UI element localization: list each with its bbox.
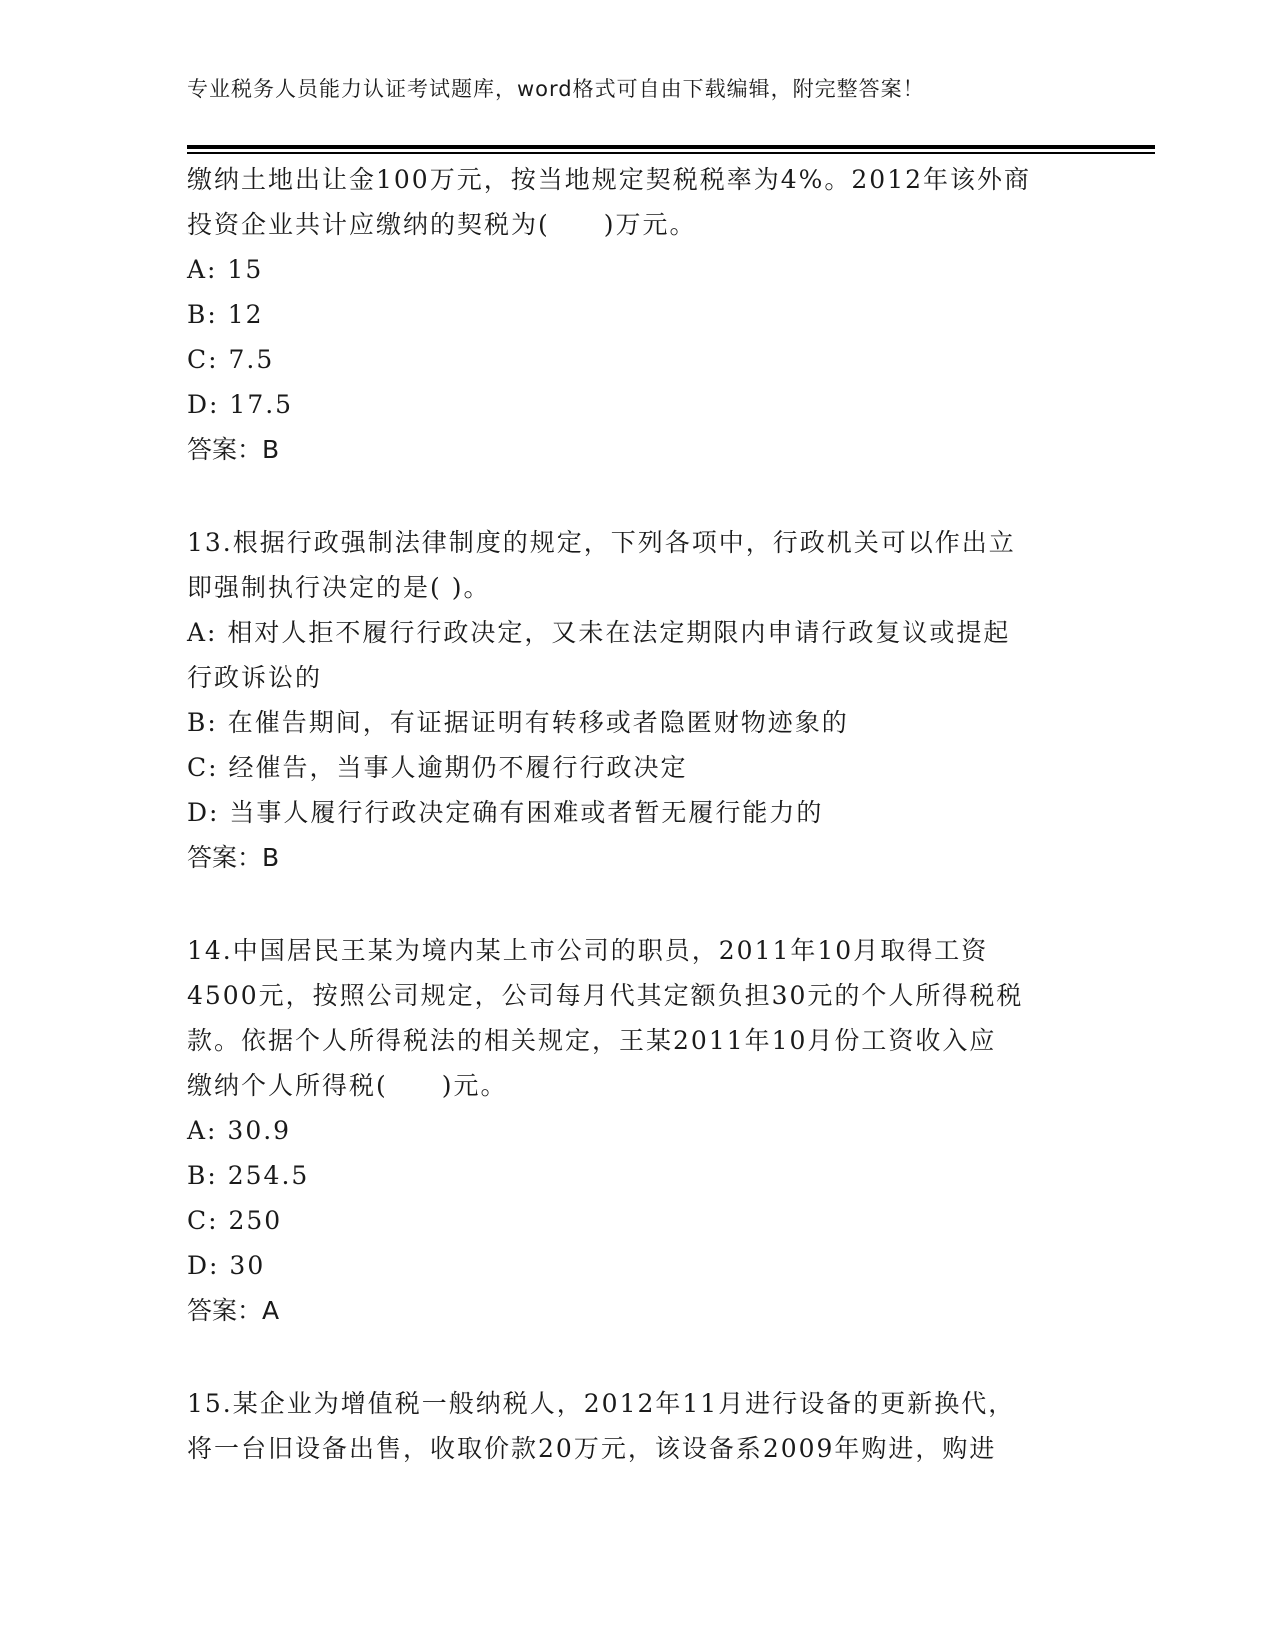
option-d: D: 17.5 <box>187 390 294 419</box>
option-a: A: 相对人拒不履行行政决定，又未在法定期限内申请行政复议或提起 <box>187 618 1011 647</box>
question-14 <box>187 928 1107 1333</box>
question-stem-line: 13.根据行政强制法律制度的规定，下列各项中，行政机关可以作出立 <box>187 528 1016 557</box>
question-13 <box>187 520 1107 880</box>
question-stem-line: 款。依据个人所得税法的相关规定，王某2011年10月份工资收入应 <box>187 1026 997 1055</box>
question-stem-line: 即强制执行决定的是( )。 <box>187 573 491 602</box>
option-b: B: 在催告期间，有证据证明有转移或者隐匿财物迹象的 <box>187 708 849 737</box>
question-stem-line: 4500元，按照公司规定，公司每月代其定额负担30元的个人所得税税 <box>187 981 1024 1010</box>
spacer <box>187 880 1107 928</box>
option-a: A: 30.9 <box>187 1116 292 1145</box>
header-rule-thick <box>187 145 1155 149</box>
question-stem-line: 投资企业共计应缴纳的契税为( )万元。 <box>187 210 697 239</box>
page-header: 专业税务人员能力认证考试题库，word格式可自由下载编辑，附完整答案！ <box>187 77 925 101</box>
option-b: B: 12 <box>187 300 264 329</box>
question-15 <box>187 1381 1107 1471</box>
answer-line: 答案：A <box>187 1296 280 1325</box>
option-d: D: 30 <box>187 1251 266 1280</box>
option-c: C: 经催告，当事人逾期仍不履行行政决定 <box>187 753 688 782</box>
spacer <box>187 472 1107 520</box>
option-a-continued: 行政诉讼的 <box>187 663 323 692</box>
question-12 <box>187 157 1107 472</box>
question-stem-line: 缴纳个人所得税( )元。 <box>187 1071 508 1100</box>
option-b: B: 254.5 <box>187 1161 310 1190</box>
answer-line: 答案：B <box>187 435 280 464</box>
question-stem-line: 14.中国居民王某为境内某上市公司的职员，2011年10月取得工资 <box>187 936 989 965</box>
answer-line: 答案：B <box>187 843 280 872</box>
question-stem-line: 15.某企业为增值税一般纳税人，2012年11月进行设备的更新换代， <box>187 1389 1016 1418</box>
option-c: C: 250 <box>187 1206 283 1235</box>
question-stem-line: 缴纳土地出让金100万元，按当地规定契税税率为4%。2012年该外商 <box>187 165 1032 194</box>
option-c: C: 7.5 <box>187 345 275 374</box>
option-a: A: 15 <box>187 255 264 284</box>
question-stem-line: 将一台旧设备出售，收取价款20万元，该设备系2009年购进，购进 <box>187 1434 997 1463</box>
header-rule-thin <box>187 152 1155 154</box>
option-d: D: 当事人履行行政决定确有困难或者暂无履行能力的 <box>187 798 824 827</box>
spacer <box>187 1333 1107 1381</box>
document-body <box>187 157 1107 1471</box>
